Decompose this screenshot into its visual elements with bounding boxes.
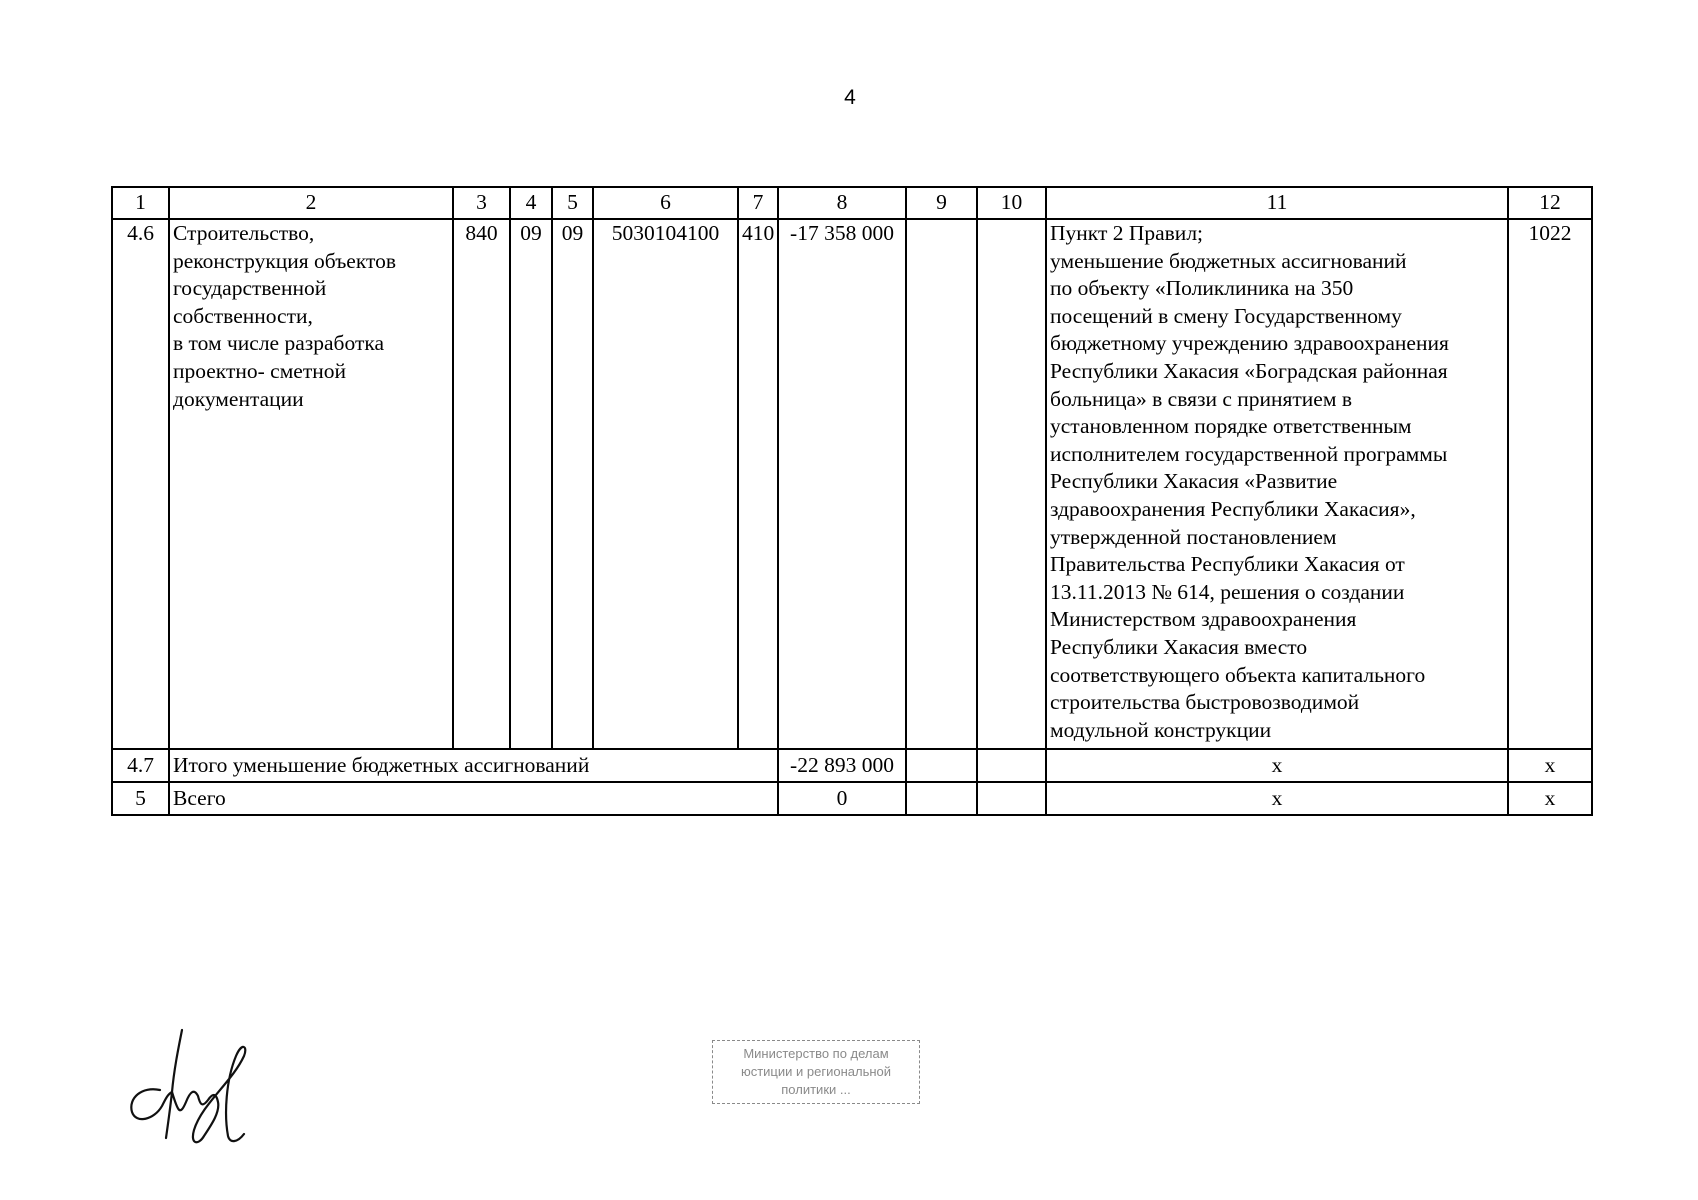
basis-line: модульной конструкции	[1050, 717, 1272, 742]
basis-line: Республики Хакасия «Боградская районная	[1050, 358, 1448, 383]
amount-value: 0	[778, 782, 906, 815]
column-number: 1	[112, 187, 169, 219]
registration-stamp	[712, 1040, 920, 1104]
column-9-cell	[906, 782, 977, 815]
subsection-code: 09	[552, 219, 593, 749]
column-number: 5	[552, 187, 593, 219]
page-number: 4	[844, 86, 856, 109]
column-number: 11	[1046, 187, 1508, 219]
basis-line: здравоохранения Республики Хакасия»,	[1050, 496, 1416, 521]
budget-allocation-table	[111, 186, 1593, 816]
row-number: 4.6	[112, 219, 169, 749]
basis-line: строительства быстровозводимой	[1050, 690, 1360, 715]
basis-line: бюджетному учреждению здравоохранения	[1050, 331, 1449, 356]
expense-name-line: документации	[173, 386, 304, 411]
row-number: 5	[112, 782, 169, 815]
basis-line: посещений в смену Государственному	[1050, 303, 1402, 328]
code-value: 1022	[1508, 219, 1592, 749]
table-row-4-7	[112, 749, 1592, 782]
basis-line: 13.11.2013 № 614, решения о создании	[1050, 579, 1405, 604]
ministry-code: 840	[453, 219, 510, 749]
basis-line: Республики Хакасия вместо	[1050, 634, 1308, 659]
table-row-4-6	[112, 219, 1592, 749]
expense-name-line: собственности,	[173, 303, 313, 328]
not-applicable-mark: x	[1046, 782, 1508, 815]
total-label: Итого уменьшение бюджетных ассигнований	[169, 749, 778, 782]
not-applicable-mark: x	[1046, 749, 1508, 782]
basis-line: Республики Хакасия «Развитие	[1050, 469, 1338, 494]
basis-line: соответствующего объекта капитального	[1050, 662, 1426, 687]
basis-description-cell	[1046, 219, 1508, 749]
amount-value: -22 893 000	[778, 749, 906, 782]
expense-type-code: 410	[738, 219, 778, 749]
stamp-line: Министерство по делам	[743, 1046, 889, 1061]
expense-name-line: проектно- сметной	[173, 358, 347, 383]
amount-value: -17 358 000	[778, 219, 906, 749]
column-number: 9	[906, 187, 977, 219]
column-9-cell	[906, 749, 977, 782]
column-10-cell	[977, 749, 1046, 782]
expense-name-line: государственной	[173, 276, 327, 301]
column-number: 12	[1508, 187, 1592, 219]
column-10-cell	[977, 219, 1046, 749]
column-number: 7	[738, 187, 778, 219]
column-number: 8	[778, 187, 906, 219]
expense-name-line: в том числе разработка	[173, 331, 385, 356]
basis-line: уменьшение бюджетных ассигнований	[1050, 248, 1407, 273]
basis-line: Пункт 2 Правил;	[1050, 221, 1204, 245]
expense-name-line: Строительство,	[173, 221, 315, 245]
signature-image	[120, 1020, 260, 1150]
column-number-header-row	[112, 187, 1592, 219]
expense-name-cell	[169, 219, 453, 749]
row-number: 4.7	[112, 749, 169, 782]
not-applicable-mark: x	[1508, 782, 1592, 815]
basis-line: Правительства Республики Хакасия от	[1050, 552, 1405, 577]
column-number: 2	[169, 187, 453, 219]
column-9-cell	[906, 219, 977, 749]
grand-total-label: Всего	[169, 782, 778, 815]
column-number: 6	[593, 187, 738, 219]
not-applicable-mark: x	[1508, 749, 1592, 782]
column-number: 3	[453, 187, 510, 219]
table-row-5	[112, 782, 1592, 815]
column-number: 10	[977, 187, 1046, 219]
basis-line: установленном порядке ответственным	[1050, 414, 1412, 439]
section-code: 09	[510, 219, 552, 749]
column-10-cell	[977, 782, 1046, 815]
basis-line: больница» в связи с принятием в	[1050, 386, 1352, 411]
basis-line: исполнителем государственной программы	[1050, 441, 1448, 466]
basis-line: утвержденной постановлением	[1050, 524, 1337, 549]
column-number: 4	[510, 187, 552, 219]
basis-line: Министерством здравоохранения	[1050, 607, 1357, 632]
stamp-line: юстиции и региональной	[740, 1064, 892, 1079]
target-article-code: 5030104100	[593, 219, 738, 749]
expense-name-line: реконструкция объектов	[173, 248, 397, 273]
stamp-line: политики ...	[781, 1082, 851, 1097]
basis-line: по объекту «Поликлиника на 350	[1050, 276, 1354, 301]
